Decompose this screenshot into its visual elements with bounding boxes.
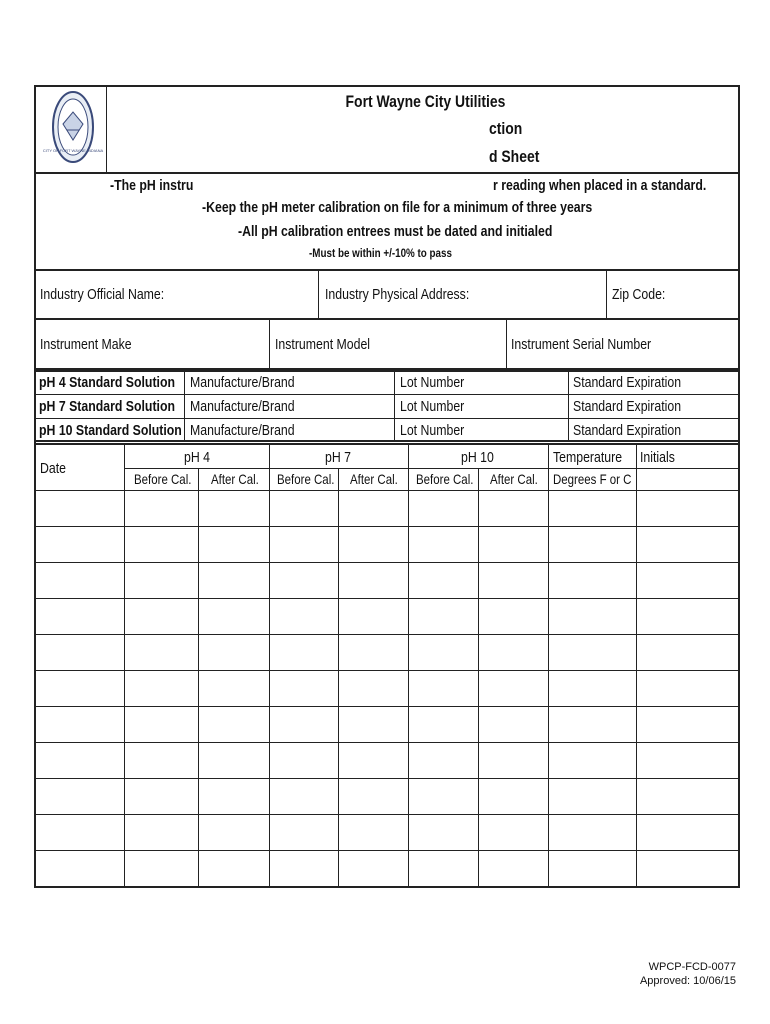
temperature-subheader: Degrees F or C	[553, 471, 632, 487]
form-title-line2: ction	[489, 119, 523, 138]
ph4-before-header: Before Cal.	[134, 471, 192, 487]
form-title-line3: d Sheet	[489, 147, 540, 166]
standard-ph7-lot: Lot Number	[400, 398, 465, 415]
form-code: WPCP-FCD-0077	[648, 961, 736, 973]
standard-ph10-name: pH 10 Standard Solution	[39, 422, 182, 439]
approved-date: Approved: 10/06/15	[639, 975, 736, 987]
ph10-after-header: After Cal.	[490, 471, 538, 487]
ph10-header: pH 10	[461, 449, 494, 466]
ph7-before-header: Before Cal.	[277, 471, 335, 487]
initials-header: Initials	[640, 449, 675, 466]
instruction-3: -All pH calibration entrees must be dated and initialed	[238, 223, 553, 240]
ph4-header: pH 4	[184, 449, 210, 466]
industry-official-name-label: Industry Official Name:	[40, 286, 165, 303]
standard-ph4-brand: Manufacture/Brand	[190, 374, 295, 391]
seal-text: CITY OF FORT WAYNE INDIANA	[42, 148, 104, 153]
instrument-serial-label: Instrument Serial Number	[511, 336, 652, 353]
instruction-2: -Keep the pH meter calibration on file for a minimum of three years	[202, 199, 593, 216]
instruction-1-left: -The pH instru	[110, 177, 194, 194]
standard-ph10-exp: Standard Expiration	[573, 422, 682, 439]
ph7-after-header: After Cal.	[350, 471, 398, 487]
instrument-make-label: Instrument Make	[40, 336, 132, 353]
instruction-1-right: r reading when placed in a standard.	[493, 177, 707, 194]
ph7-header: pH 7	[325, 449, 351, 466]
ph4-after-header: After Cal.	[211, 471, 259, 487]
instrument-model-label: Instrument Model	[275, 336, 371, 353]
standard-ph7-name: pH 7 Standard Solution	[39, 398, 175, 415]
temperature-header: Temperature	[553, 449, 623, 466]
ph10-before-header: Before Cal.	[416, 471, 474, 487]
instruction-4: -Must be within +/-10% to pass	[309, 246, 452, 260]
standard-ph10-lot: Lot Number	[400, 422, 465, 439]
zip-code-label: Zip Code:	[612, 286, 666, 303]
standard-ph10-brand: Manufacture/Brand	[190, 422, 295, 439]
form-footer	[640, 960, 736, 988]
industry-address-label: Industry Physical Address:	[325, 286, 470, 303]
standard-ph4-exp: Standard Expiration	[573, 374, 682, 391]
standard-ph4-name: pH 4 Standard Solution	[39, 374, 175, 391]
standard-ph7-brand: Manufacture/Brand	[190, 398, 295, 415]
standard-ph4-lot: Lot Number	[400, 374, 465, 391]
org-title: Fort Wayne City Utilities	[345, 92, 505, 111]
date-header: Date	[40, 460, 66, 477]
standard-ph7-exp: Standard Expiration	[573, 398, 682, 415]
